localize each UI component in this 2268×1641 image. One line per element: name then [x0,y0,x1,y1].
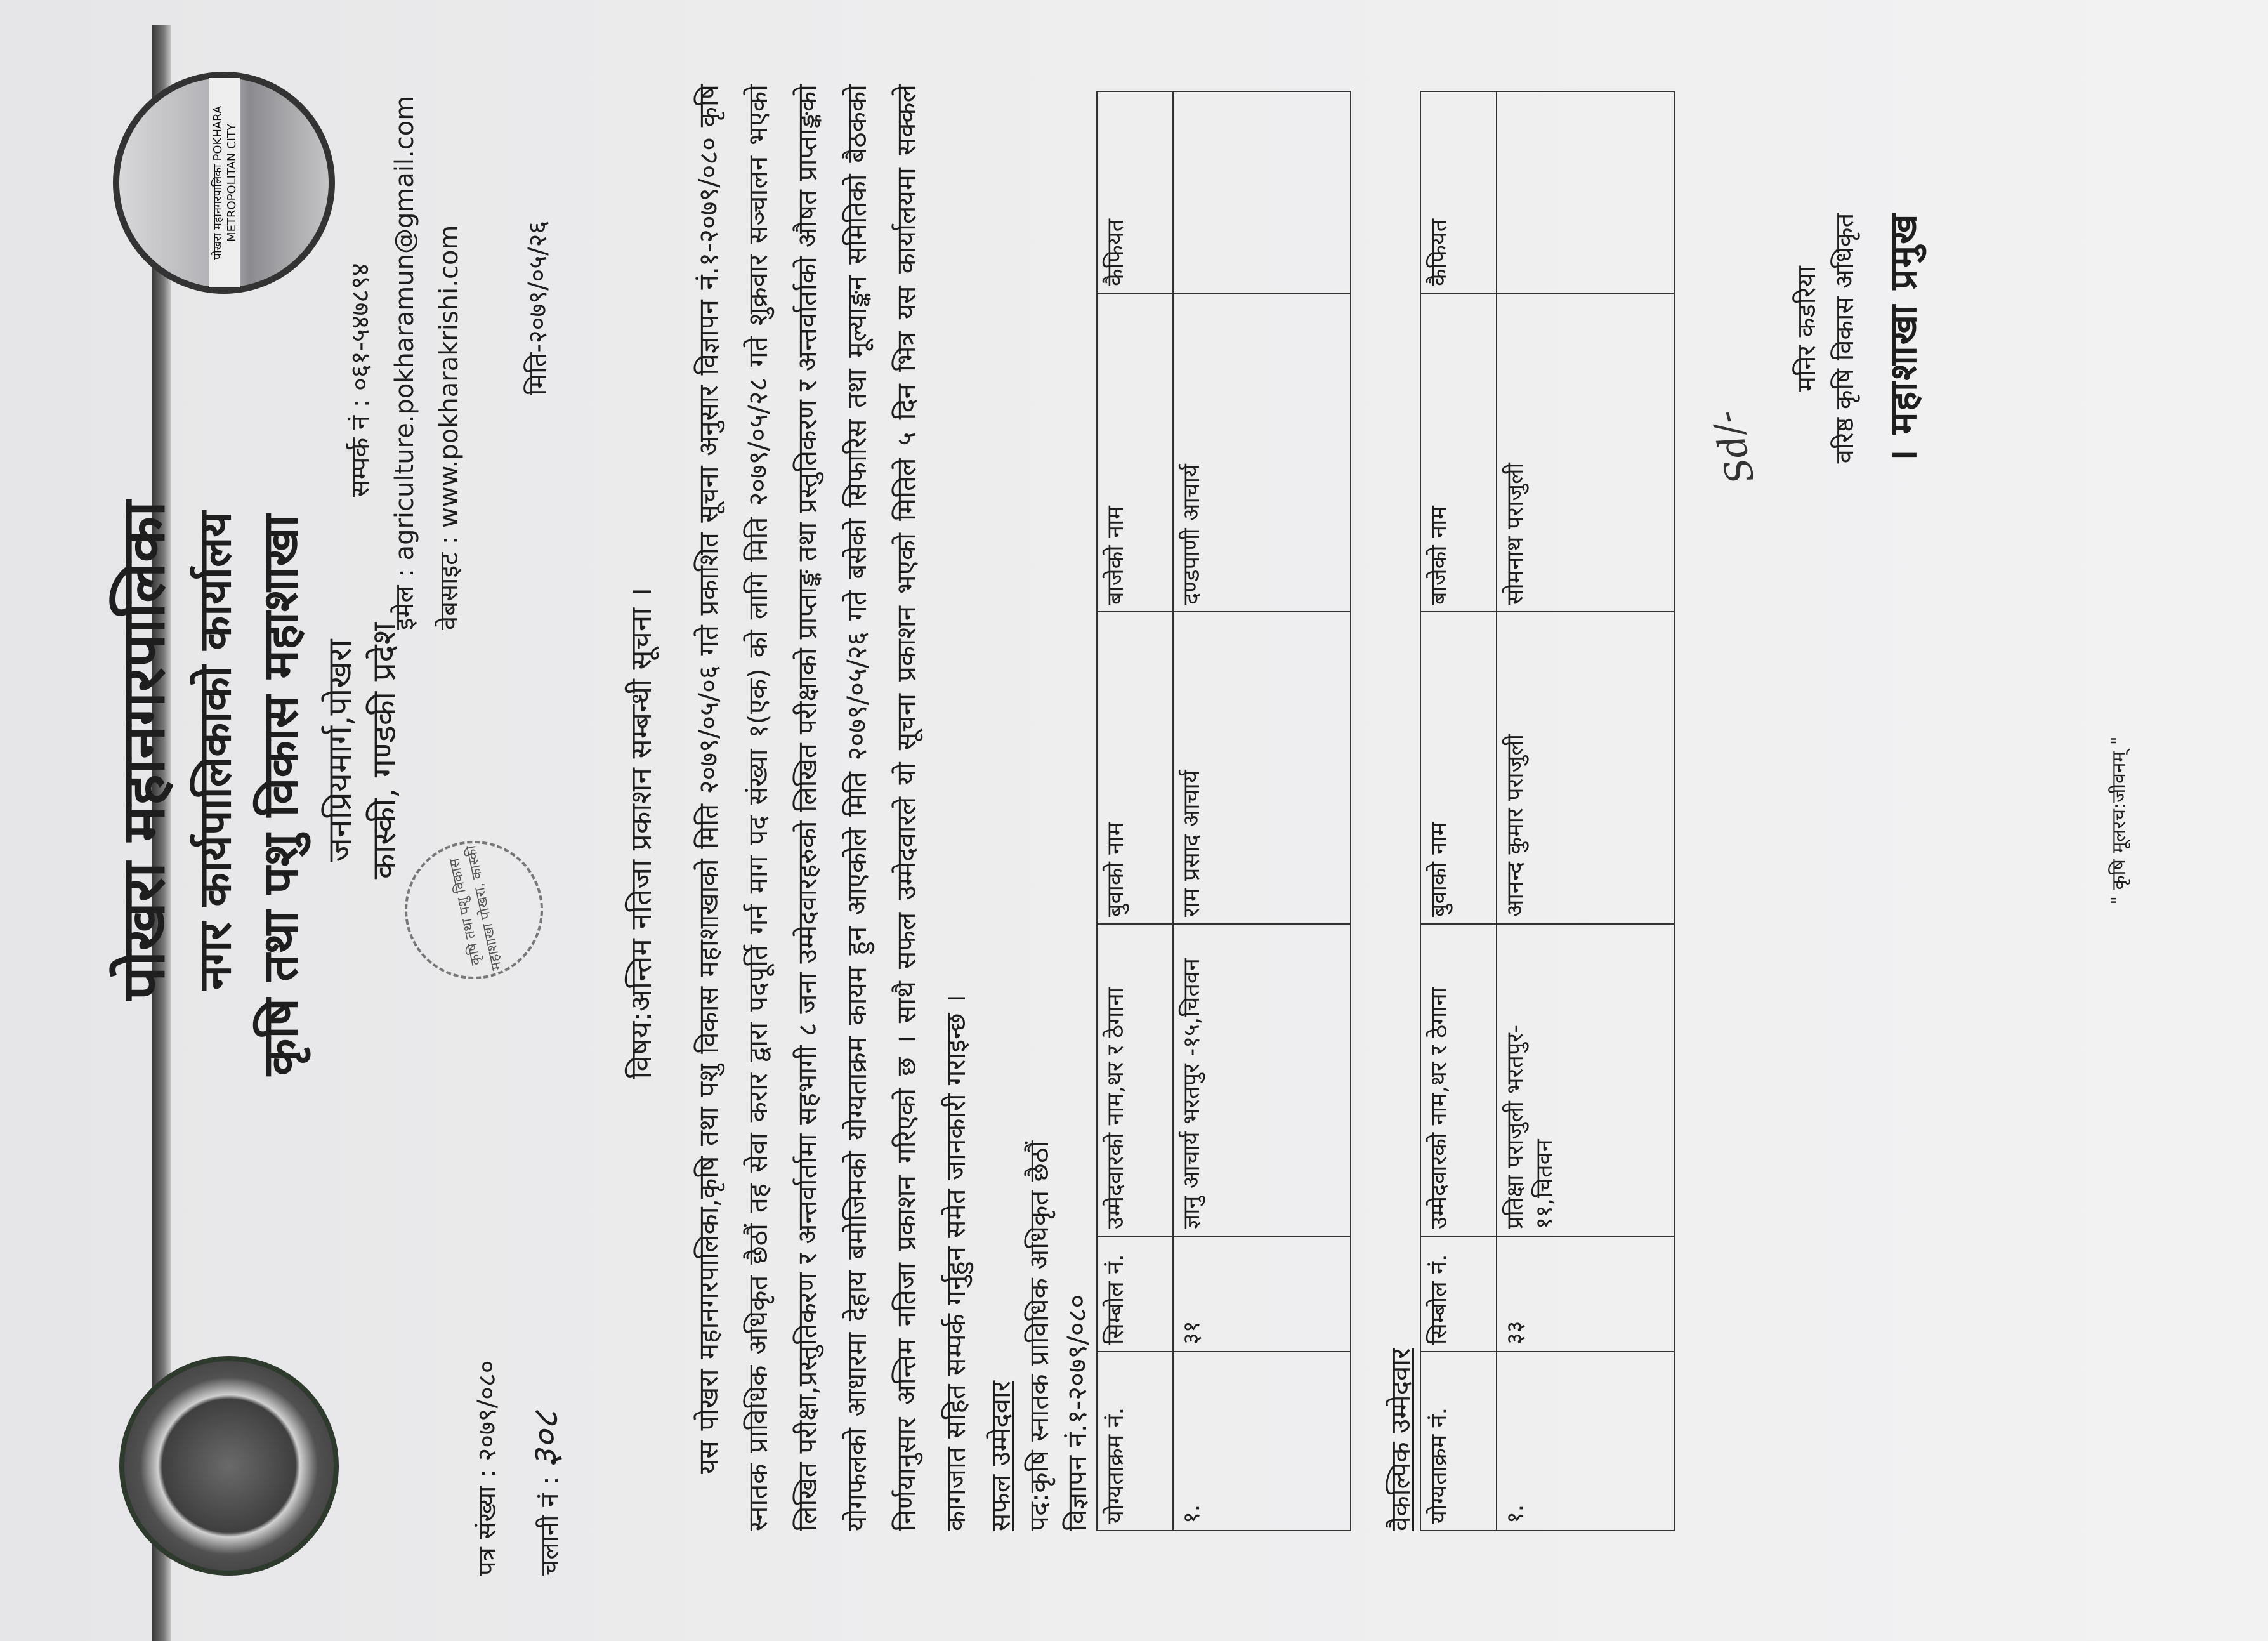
cell-rank: १. [1497,1352,1674,1531]
footer-motto: " कृषि मूलरच:जीवनम् " [2107,736,2130,905]
notice-subject: विषय:अन्तिम नतिजा प्रकाशन सम्बन्धी सूचना । [623,587,658,1079]
cell-name: प्रतिक्षा पराजुली भरतपुर- ११,चितवन [1497,924,1674,1236]
dispatch-label: चलानी नं : [535,1476,565,1576]
cell-grandfather: सोमनाथ पराजुली [1497,293,1674,612]
header-line-4: जनप्रियमार्ग,पोखरा [320,639,359,862]
alternate-heading: वैकल्पिक उम्मेदवार [1384,1348,1416,1531]
signatory-designation: वरिष्ठ कृषि विकास अधिकृत [1830,213,1859,464]
notice-body: यस पोखरा महानगरपालिका,कृषि तथा पशु विकास महाशाखाको मिति २०७९/०५/०६ गते प्रकाशित सूचना अनुसार विज्ञापन नं.१-२०७९/०८० कृषि स्नातक प्राविधिक अधिकृत छैठौं तह सेवा करार द्वारा पदपूर्ति गर्न माग पद संख्या १(एक) को लागि मिति २०७९/०५/२८ गते शुक्रवार सञ्चालन भएको लिखित परीक्षा,प्रस्तुतिकरण र अन्तर्वार्तामा सहभागी ८ जना उम्मेदवारहरुको लिखित परीक्षाको प्राप्ताङ्क तथा प्रस्तुतिकरण र अन्तर्वार्ताको औषत प्राप्ताङ्कको योगफलको आधारमा देहाय बमोजिमको योग्यताक्रम कायम हुन आएकोले मिति २०७९/०५/२६ गते बसेको सिफारिस तथा मूल्याङ्कन समितिको बैठकको निर्णयानुसार अन्तिम नतिजा प्रकाशन गरिएको छ । साथै सफल उम्मेदवारले यो सूचना प्रकाशन भएको मितिले ५ दिन भित्र यस कार्यालयमा सक्कले कागजात सहित सम्पर्क गर्नुहुन समेत जानकारी गराइन्छ । [692,84,971,1531]
signature-scribble: Sd/- [1703,406,1763,489]
header-line-3: कृषि तथा पशु विकास महाशाखा [251,514,308,1076]
col-remarks: कैफियत [1420,91,1497,293]
cell-remarks [1173,91,1351,293]
cell-name: ज्ञानु आचार्य भरतपुर -१५,चितवन [1173,924,1351,1236]
col-grandfather: बाजेको नाम [1420,293,1497,612]
notice-page [88,27,2181,1614]
table-row [1173,91,1351,1531]
successful-table [1096,91,1351,1531]
col-rank: योग्यताक्रम नं. [1420,1352,1497,1531]
successful-heading: सफल उम्मेदवार [985,1380,1016,1531]
office-stamp [391,828,556,992]
pokhara-metro-logo [113,72,335,294]
dispatch-number [519,1131,569,1576]
col-remarks: कैफियत [1097,91,1173,293]
table-row [1497,91,1674,1531]
cell-father: राम प्रसाद आचार्य [1173,612,1351,924]
ad-line: विज्ञापन नं.१-२०७९/०८० [1061,1294,1092,1531]
table-header-row [1420,91,1497,1531]
cell-symbol: ३३ [1497,1236,1674,1352]
cell-symbol: ३१ [1173,1236,1351,1352]
alternate-table [1420,91,1675,1531]
contact-phone: सम्पर्क नं : ०६१-५४७८९४ [345,263,375,497]
letter-number: पत्र संख्या : २०७९/०८० [472,1360,502,1576]
post-line: पद:कृषि स्नातक प्राविधिक अधिकृत छैठौं [1023,1140,1054,1531]
contact-email: इमेल : agriculture.pokharamun@gmail.com [390,95,419,630]
col-name: उम्मेदवारको नाम,थर र ठेगाना [1097,924,1173,1236]
nepal-emblem-logo [119,1356,339,1576]
signatory-name: मनिर कडरिया [1792,266,1821,392]
dispatch-value: ३०८ [523,1411,567,1468]
header-line-5: कास्की, गण्डकी प्रदेश [365,622,403,880]
cell-rank: १. [1173,1352,1351,1531]
stamp-text: कृषि तथा पशु विकास महाशाखा पोखरा, कास्की [446,843,505,972]
col-rank: योग्यताक्रम नं. [1097,1352,1173,1531]
col-symbol: सिम्बोल नं. [1097,1236,1173,1352]
cell-father: आनन्द कुमार पराजुली [1497,612,1674,924]
col-father: बुवाको नाम [1097,612,1173,924]
logo-caption: पोखरा महानगरपालिका POKHARA METROPOLITAN CITY [208,78,239,287]
col-name: उम्मेदवारको नाम,थर र ठेगाना [1420,924,1497,1236]
contact-website: वेबसाइट : www.pokharakrishi.com [434,225,464,630]
header-line-1: पोखरा महानगरपालिका [108,501,178,1001]
cell-grandfather: दण्डपाणी आचार्य [1173,293,1351,612]
notice-date: मिति-२०७९/०५/२६ [523,220,553,395]
section-chief-stamp: । महाशाखा प्रमुख [1881,213,1925,464]
header-line-2: नगर कार्यपालिकाको कार्यालय [188,511,241,991]
col-father: बुवाको नाम [1420,612,1497,924]
cell-remarks [1497,91,1674,293]
table-header-row [1097,91,1173,1531]
col-symbol: सिम्बोल नं. [1420,1236,1497,1352]
col-grandfather: बाजेको नाम [1097,293,1173,612]
